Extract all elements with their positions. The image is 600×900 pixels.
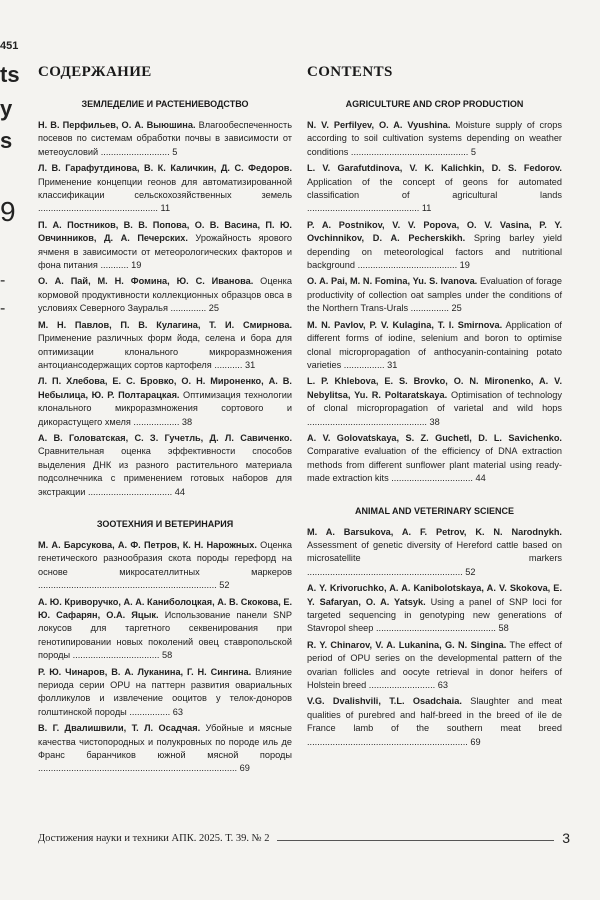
entry-dot-leader: ........................... bbox=[98, 146, 170, 157]
entry-title: Урожайность ярового ячменя в зависимости от метеорологических факторов и фона питания bbox=[38, 233, 292, 271]
entry-authors: А. Ю. Криворучко, А. А. Каниболоцкая, А. В. Скокова, Е. Ю. Сафарян, О.А. Яцык. bbox=[38, 596, 292, 620]
toc-entry[interactable] bbox=[38, 375, 292, 429]
entry-page-number: 38 bbox=[426, 416, 440, 427]
toc-entry[interactable] bbox=[38, 319, 292, 373]
entry-title: Сравнительная оценка эффективности способов выделения ДНК из разного растительного материала подсолнечника с применением готовых наборов для экстракции bbox=[38, 446, 292, 497]
entry-dot-leader: ................................ bbox=[388, 473, 473, 484]
entry-title: Влияние периода серии OPU на паттерн развития овариальных фолликулов и извлечение ооцитов у телок-доноров голштинской породы bbox=[38, 666, 292, 717]
section-title: ANIMAL AND VETERINARY SCIENCE bbox=[354, 505, 515, 516]
entry-page-number: 25 bbox=[206, 303, 219, 314]
entry-authors: В. Г. Двалишвили, Т. Л. Осадчая. bbox=[38, 723, 201, 734]
entry-page-number: 11 bbox=[419, 203, 432, 214]
edge-fragment: - bbox=[0, 300, 6, 317]
entry-title: Влагообеспеченность посевов по системам обработки почвы в зависимости от метеоусловий bbox=[38, 120, 292, 157]
entry-title: Убойные и мясные качества чистопородных и полукровных по породе иль де Франс баранчиков южной мясной породы bbox=[38, 723, 293, 761]
toc-entry[interactable] bbox=[307, 639, 562, 693]
entry-authors: Р. Ю. Чинаров, В. А. Луканина, Г. Н. Сингина. bbox=[38, 666, 252, 677]
entry-dot-leader: ............................................... bbox=[373, 623, 496, 634]
entry-authors: A. V. Golovatskaya, S. Z. Guchetl, D. L. Savichenko. bbox=[307, 432, 562, 443]
entry-title: Spring barley yield depending on meteorological factors and nutritional background bbox=[307, 233, 562, 271]
entry-page-number: 44 bbox=[172, 486, 185, 497]
entry-dot-leader: .................................. bbox=[70, 650, 160, 661]
entry-authors: M. A. Barsukova, A. F. Petrov, K. N. Narodnykh. bbox=[307, 526, 562, 537]
entry-title: Slaughter and meat qualities of purebred and half-breed in the breed of ile de France lamb of the southern meat breed bbox=[307, 696, 562, 734]
entry-page-number: 31 bbox=[242, 359, 256, 370]
contents-heading-en: CONTENTS bbox=[307, 64, 393, 80]
entry-page-number: 11 bbox=[157, 203, 171, 214]
entry-dot-leader: ........... bbox=[211, 359, 243, 370]
toc-entry[interactable] bbox=[38, 119, 292, 159]
entry-page-number: 63 bbox=[170, 706, 183, 717]
toc-entry[interactable] bbox=[38, 596, 292, 663]
entry-dot-leader: ............................................................. bbox=[307, 566, 463, 577]
entry-title: Оптимизация технологии клонального микроразмножения сортового и дикорастущего хмеля bbox=[38, 389, 293, 427]
toc-entry[interactable] bbox=[307, 119, 562, 159]
entry-page-number: 58 bbox=[159, 650, 173, 661]
journal-citation: Достижения науки и техники АПК. 2025. Т. 39. № 2 bbox=[38, 833, 277, 844]
contents-russian-column bbox=[38, 64, 292, 779]
entry-dot-leader: ...................................................................... bbox=[38, 580, 217, 591]
entry-title: Применение различных форм йода, селена и бора для оптимизации клонального микроразмножения антоциансодержащих сортов картофеля bbox=[38, 333, 292, 370]
entry-dot-leader: ............... bbox=[408, 303, 449, 314]
entry-authors: L. P. Khlebova, E. S. Brovko, O. N. Mironenko, A. V. Nebylitsa, Yu. R. Poltaratskaya. bbox=[307, 376, 562, 400]
entry-dot-leader: ............................................ bbox=[307, 203, 420, 214]
section-title: ЗООТЕХНИЯ И ВЕТЕРИНАРИЯ bbox=[96, 518, 234, 529]
entry-title: Evaluation of forage productivity of collection oat samples under the conditions of the Northern Trans-Urals bbox=[307, 276, 562, 314]
toc-entry[interactable] bbox=[307, 432, 562, 486]
entry-dot-leader: ................................. bbox=[85, 486, 173, 497]
adjacent-page-edge bbox=[0, 0, 26, 900]
section-title: ЗЕМЛЕДЕЛИЕ И РАСТЕНИЕВОДСТВО bbox=[81, 99, 249, 109]
entry-dot-leader: ....................................... bbox=[355, 260, 458, 271]
entry-title: Применение концепции геонов для автоматизированной классификации сельскохозяйственных земель bbox=[38, 176, 292, 201]
entry-page-number: 52 bbox=[462, 566, 476, 577]
toc-entry[interactable] bbox=[307, 582, 562, 636]
entry-title: Moisture supply of crops according to soil cultivation systems depending on weather conditions bbox=[307, 120, 562, 157]
toc-entry[interactable] bbox=[38, 275, 292, 315]
toc-entry[interactable] bbox=[38, 162, 292, 216]
entry-page-number: 69 bbox=[467, 736, 481, 747]
edge-fragment: - bbox=[0, 272, 6, 289]
entry-page-number: 19 bbox=[457, 260, 470, 271]
entry-dot-leader: ........... bbox=[97, 260, 129, 271]
entry-dot-leader: .............. bbox=[167, 303, 207, 314]
toc-entry[interactable] bbox=[38, 539, 292, 593]
toc-entry[interactable] bbox=[38, 666, 292, 720]
entry-page-number: 5 bbox=[169, 146, 178, 157]
entry-title: Application of the concept of geons for automated classification of agricultural lands bbox=[307, 176, 562, 201]
entry-authors: П. А. Постников, В. В. Попова, О. В. Васина, П. Ю. Овчинников, Д. А. Печерских. bbox=[38, 219, 292, 244]
entry-dot-leader: .............................................. bbox=[348, 146, 469, 157]
entry-page-number: 63 bbox=[435, 680, 448, 691]
entry-title: Оценка генетического разнообразия скота породы герефорд на основе микросателлитных маркеров bbox=[38, 539, 292, 577]
toc-entry[interactable] bbox=[38, 219, 292, 273]
entry-authors: L. V. Garafutdinova, V. K. Kalichkin, D. S. Fedorov. bbox=[307, 163, 562, 174]
entry-dot-leader: .............................................................................. bbox=[38, 763, 238, 774]
contents-heading-ru: СОДЕРЖАНИЕ bbox=[38, 64, 152, 80]
edge-fragment: ts bbox=[0, 62, 20, 87]
entry-authors: М. А. Барсукова, А. Ф. Петров, К. Н. Нарожных. bbox=[38, 539, 257, 550]
toc-entry[interactable] bbox=[307, 162, 562, 216]
toc-entry[interactable] bbox=[307, 219, 562, 273]
entry-title: The effect of period of OPU series on the developmental pattern of the ovarian follicles and oocyte retrieval in donor heifers of Holstein breed bbox=[307, 639, 562, 691]
entry-authors: Л. П. Хлебова, Е. С. Бровко, О. Н. Мироненко, А. В. Небылица, Ю. Р. Полтарацкая. bbox=[38, 376, 292, 400]
entry-page-number: 38 bbox=[179, 416, 193, 427]
entry-authors: А. В. Головатская, С. З. Гучетль, Д. Л. Савиченко. bbox=[38, 432, 292, 443]
entry-authors: P. A. Postnikov, V. V. Popova, O. V. Vasina, P. Y. Ovchinnikov, D. A. Pecherskikh. bbox=[307, 219, 562, 244]
entry-page-number: 5 bbox=[468, 146, 477, 157]
entry-authors: A. Y. Krivoruchko, A. A. Kanibolotskaya, A. V. Skokova, E. Y. Safaryan, O. A. Yatsyk. bbox=[307, 583, 562, 607]
entry-authors: V.G. Dvalishvili, T.L. Osadchaia. bbox=[307, 696, 462, 707]
toc-entry[interactable] bbox=[38, 432, 292, 499]
entry-dot-leader: ................ bbox=[126, 706, 171, 717]
entry-title: Comparative evaluation of the efficiency of DNA extraction methods from different sunflower plant material using ready-made extraction kits bbox=[307, 446, 562, 484]
entry-page-number: 69 bbox=[237, 763, 250, 774]
toc-entry[interactable] bbox=[38, 722, 292, 776]
entry-page-number: 58 bbox=[495, 623, 509, 634]
toc-entry[interactable] bbox=[307, 375, 562, 429]
edge-fragment: y bbox=[0, 96, 13, 121]
toc-entry[interactable] bbox=[307, 275, 562, 315]
edge-fragment: s bbox=[0, 128, 13, 153]
entry-authors: Л. В. Гарафутдинова, В. К. Каличкин, Д. С. Федоров. bbox=[38, 163, 292, 174]
edge-fragment: 9 bbox=[0, 196, 16, 227]
entry-page-number: 31 bbox=[384, 359, 398, 370]
entry-dot-leader: .......................... bbox=[366, 680, 436, 691]
entry-dot-leader: ............................................... bbox=[307, 416, 427, 427]
toc-entry[interactable] bbox=[307, 526, 562, 580]
section-spacer bbox=[307, 489, 562, 506]
entry-title: Using a panel of SNP loci for targeted sequencing in genotyping new generations of Stavropol sheep bbox=[307, 596, 563, 634]
entry-page-number: 19 bbox=[128, 260, 142, 271]
entry-dot-leader: ............................................... bbox=[38, 203, 158, 214]
entry-dot-leader: .................. bbox=[130, 416, 180, 427]
entry-dot-leader: ............................................................... bbox=[307, 736, 468, 747]
entry-authors: М. Н. Павлов, П. В. Кулагина, Т. И. Смирнова. bbox=[38, 319, 292, 330]
toc-entry[interactable] bbox=[307, 695, 562, 749]
entry-title: Использование панели SNP локусов для таргетного секвенирования при генотипировании новых поколений овец ставропольской породы bbox=[38, 610, 292, 661]
entry-title: Application of different forms of iodine, selenium and boron to optimise clonal micropropagation of anthocyanin-containing potato varieties bbox=[307, 319, 562, 370]
edge-fragment: 451 bbox=[0, 40, 19, 52]
toc-entry[interactable] bbox=[307, 319, 562, 373]
section-spacer bbox=[38, 502, 292, 519]
page-number: 3 bbox=[554, 830, 570, 846]
entry-page-number: 25 bbox=[448, 303, 462, 314]
entry-authors: Н. В. Перфильев, О. А. Выюшина. bbox=[38, 120, 196, 130]
entry-dot-leader: ................ bbox=[341, 359, 385, 370]
entry-authors: R. Y. Chinarov, V. A. Lukanina, G. N. Singina. bbox=[307, 639, 507, 650]
entry-page-number: 44 bbox=[472, 473, 486, 484]
entry-authors: О. А. Пай, М. Н. Фомина, Ю. С. Иванова. bbox=[38, 276, 254, 287]
entry-page-number: 52 bbox=[216, 580, 230, 591]
entry-authors: M. N. Pavlov, P. V. Kulagina, T. I. Smirnova. bbox=[307, 319, 503, 330]
section-title: AGRICULTURE AND CROP PRODUCTION bbox=[345, 99, 524, 109]
entry-title: Optimisation of technology of clonal micropropagation of varietal and wild hops bbox=[307, 389, 562, 414]
entry-authors: N. V. Perfilyev, O. A. Vyushina. bbox=[307, 120, 451, 130]
entry-title: Оценка кормовой продуктивности коллекционных образцов овса в условиях Северного Зауралья bbox=[38, 276, 292, 314]
contents-english-column bbox=[307, 64, 562, 752]
entry-authors: O. A. Pai, M. N. Fomina, Yu. S. Ivanova. bbox=[307, 276, 478, 287]
entry-title: Assessment of genetic diversity of Hereford cattle based on microsatellite markers bbox=[307, 539, 562, 564]
